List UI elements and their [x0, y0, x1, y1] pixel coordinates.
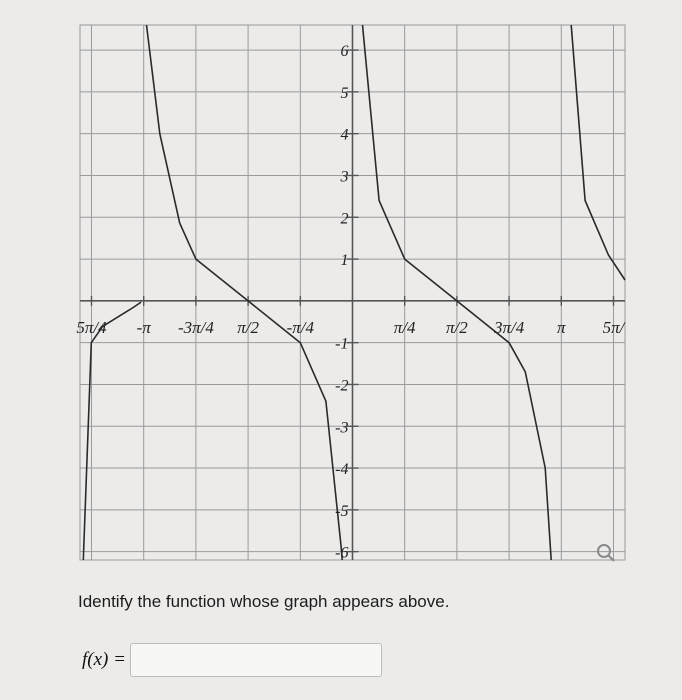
cotangent-branch-2	[147, 25, 343, 560]
axes	[80, 25, 625, 560]
y-tick-label: -6	[335, 544, 349, 562]
y-tick-label: 6	[340, 43, 349, 61]
curves	[83, 25, 625, 560]
x-tick-label: 5π/4	[76, 317, 107, 337]
y-tick-label: 1	[340, 252, 349, 270]
y-tick-label: 4	[340, 126, 349, 144]
x-tick-label: -π/4	[286, 317, 315, 337]
x-tick-label: 5π/	[602, 317, 625, 337]
x-tick-label: -3π/4	[177, 317, 214, 337]
y-tick-label: -4	[335, 461, 349, 479]
y-tick-label: -2	[335, 377, 349, 395]
function-label: f(x) =	[82, 649, 126, 670]
question-prompt: Identify the function whose graph appears above.	[78, 592, 450, 611]
magnifier-icon[interactable]	[598, 545, 614, 561]
y-tick-label: 5	[340, 84, 349, 102]
y-tick-label: -1	[335, 335, 349, 353]
x-tick-label: π/4	[393, 317, 416, 337]
cotangent-branch-4	[571, 25, 625, 280]
x-tick-label: π/2	[237, 317, 259, 337]
answer-row	[82, 643, 382, 677]
x-tick-label: π	[557, 317, 566, 337]
x-tick-label: 3π/4	[493, 317, 525, 337]
y-tick-label: 2	[340, 210, 349, 228]
x-tick-label: -π	[136, 317, 151, 337]
y-tick-label: -5	[335, 502, 349, 520]
x-tick-label: π/2	[446, 317, 468, 337]
answer-input[interactable]	[130, 643, 382, 677]
y-tick-label: -3	[335, 419, 349, 437]
y-tick-label: 3	[340, 168, 349, 186]
